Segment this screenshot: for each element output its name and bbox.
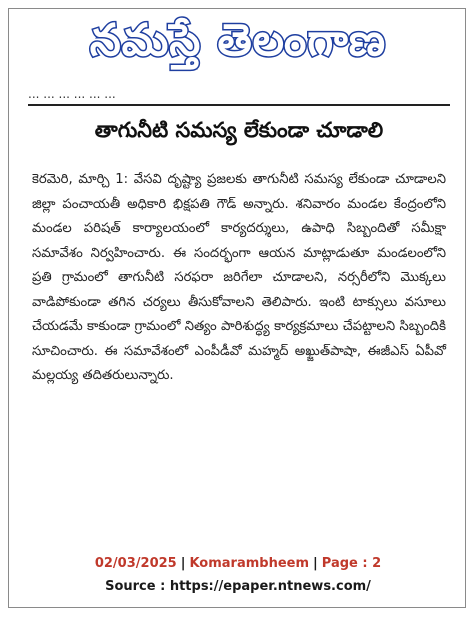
footer-meta-line	[0, 556, 476, 571]
masthead-title: నమస్తే తెలంగాణ	[89, 15, 387, 66]
footer-source-label: Source :	[105, 579, 166, 594]
article-headline: తాగునీటి సమస్య లేకుండా చూడాలి	[94, 118, 384, 142]
news-clipping	[22, 82, 454, 492]
previous-article-cut-line: ... ... ... ... ... ...	[28, 94, 116, 101]
footer-source-line	[0, 579, 476, 594]
article-body: కెరమెరి, మార్చి 1: వేసవి దృష్ట్యా ప్రజలకు తాగునీటి సమస్య లేకుండా చూడాలని జిల్లా పంచాయతీ అధికారి భిక్షపతి గౌడ్ అన్నారు. శనివారం మండల కేంద్రంలోని మండల పరిషత్ కార్యాలయంలో కార్యదర్శులు, ఉపాధి సిబ్బందితో సమీక్షా సమావేశం నిర్వహించారు. ఈ సందర్భంగా ఆయన మాట్లాడుతూ మండలంలోని ప్రతి గ్రామంలో తాగునీటి సరఫరా జరిగేలా చూడాలని, నర్సరీలోని మొక్కలు వాడిపోకుండా తగిన చర్యలు తీసుకోవాలని తెలిపారు. ఇంటి టాక్సులు వసూలు చేయడమే కాకుండా గ్రామంలో నిత్యం పారిశుద్ధ్య కార్యక్రమాలు చేపట్టాలని సిబ్బందికి సూచించారు. ఈ సమావేశంలో ఎంపీడీవో మహ్మద్ అఖ్జుత్‌పాషా, ఈజీఎస్ ఏపీవో మల్లయ్య తదితరులున్నారు.	[32, 172, 446, 383]
footer-source-link[interactable]: https://epaper.ntnews.com/	[169, 579, 371, 594]
footer-page: Page : 2	[321, 556, 382, 571]
footer-date: 02/03/2025	[94, 556, 177, 571]
newspaper-masthead	[36, 12, 440, 70]
headline-divider	[28, 104, 450, 106]
footer-separator: |	[313, 556, 318, 571]
footer-edition: Komarambheem	[189, 556, 310, 571]
footer-separator: |	[180, 556, 186, 571]
